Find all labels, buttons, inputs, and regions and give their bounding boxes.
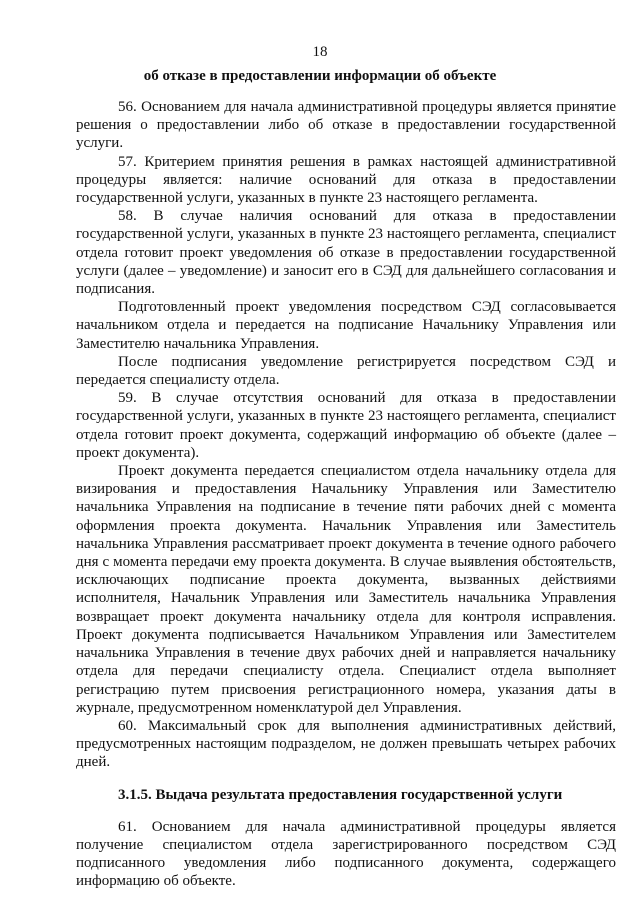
paragraph-58-registration: После подписания уведомление регистрируется посредством СЭД и передается специалисту отдела. bbox=[76, 353, 616, 389]
paragraph-58: 58. В случае наличия оснований для отказа в предоставлении государственной услуги, указанных в пункте 23 настоящего регламента, специалист отдела готовит проект уведомления об отказе в предоставлении государственной услуги (далее – уведомление) и заносит его в СЭД для дальнейшего согласования и подписания. bbox=[76, 208, 616, 298]
paragraph-60: 60. Максимальный срок для выполнения административных действий, предусмотренных настоящим подразделом, не должен превышать четырех рабочих дней. bbox=[76, 717, 616, 771]
page-number: 18 bbox=[312, 44, 328, 60]
paragraph-58-approval: Подготовленный проект уведомления посредством СЭД согласовывается начальником отдела и передается на подписание Начальнику Управления или Заместителю начальника Управления. bbox=[76, 299, 616, 352]
section-heading-3-1-5: 3.1.5. Выдача результата предоставления государственной услуги bbox=[118, 786, 563, 803]
body-text bbox=[76, 98, 616, 890]
paragraph-59: 59. В случае отсутствия оснований для отказа в предоставлении государственной услуги, указанных в пункте 23 настоящего регламента, специалист отдела готовит проект документа, содержащий информацию об объекте (далее – проект документа). bbox=[76, 390, 616, 461]
paragraph-59-transfer: Проект документа передается специалистом отдела начальнику отдела для визирования и предоставления Начальнику Управления или Заместителю начальника Управления на подписание в течение пяти рабочих дней с момента оформления проекта документа. Начальник Управления или Заместитель начальника Управления рассматривает проект документа в течение одного рабочего дня с момента передачи ему проекта документа. В случае выявления обстоятельств, исключающих подписание проекта документа, вызванных действиями исполнителя, Начальник Управления или Заместитель начальника Управления возвращает проект документа начальнику отдела для контроля исправления. Проект документа подписывается Начальником Управления или Заместителем начальника Управления в течение двух рабочих дней и направляется начальнику отдела для передачи специалисту отдела. Специалист отдела выполняет регистрацию путем присвоения регистрационного номера, указания даты в журнале, предусмотренном номенклатурой дел Управления. bbox=[76, 463, 616, 716]
subsection-heading-continued: об отказе в предоставлении информации об объекте bbox=[143, 68, 497, 84]
paragraph-61: 61. Основанием для начала административной процедуры является получение специалистом отдела зарегистрированного посредством СЭД подписанного уведомления либо подписанного документа, содержащего информацию об объекте. bbox=[76, 818, 616, 890]
paragraph-57: 57. Критерием принятия решения в рамках настоящей административной процедуры является: наличие оснований для отказа в предоставлении государственной услуги, указанных в пункте 23 настоящего регламента. bbox=[76, 153, 616, 207]
paragraph-56: 56. Основанием для начала административной процедуры является принятие решения о предоставлении либо об отказе в предоставлении государственной услуги. bbox=[76, 99, 616, 152]
